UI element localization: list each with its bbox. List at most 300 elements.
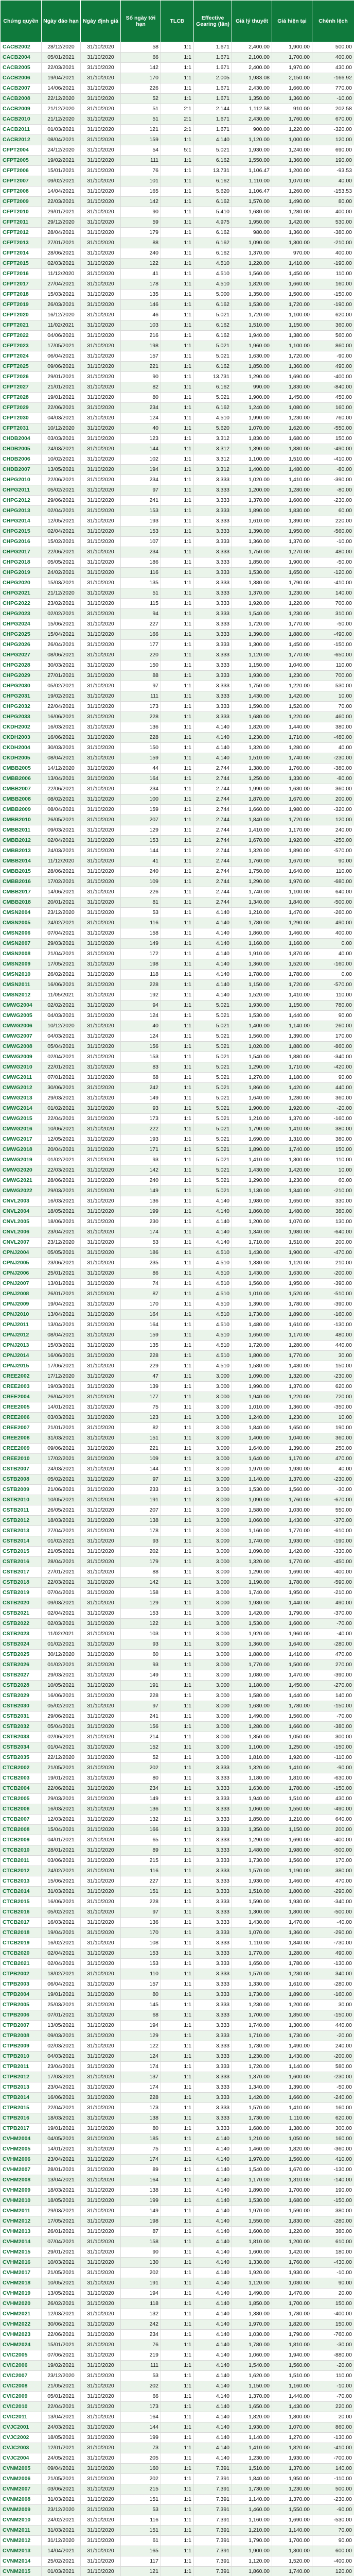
cell-days-to-maturity: 202	[121, 2381, 161, 2392]
cell-maturity-date: 29/03/2021	[42, 1670, 81, 1681]
cell-difference: 110.00	[312, 1155, 354, 1165]
cell-theoretical-price: 1,420.00	[232, 1608, 272, 1619]
cell-warrant-code: CMWG2022	[1, 1186, 42, 1196]
cell-valuation-date: 31/10/2020	[81, 2124, 121, 2134]
cell-maturity-date: 11/02/2021	[42, 320, 81, 331]
cell-theoretical-price: 1,230.00	[232, 733, 272, 743]
cell-maturity-date: 07/04/2021	[42, 2237, 81, 2247]
cell-warrant-code: CMSN2007	[1, 939, 42, 949]
table-row	[1, 2361, 354, 2371]
cell-valuation-date: 31/10/2020	[81, 1289, 121, 1299]
cell-warrant-code: CVIC2010	[1, 2402, 42, 2412]
table-row	[1, 485, 354, 496]
table-row	[1, 2330, 354, 2340]
cell-effective-gearing: 3.333	[194, 619, 232, 630]
cell-current-price: 1,200.00	[272, 166, 312, 176]
cell-effective-gearing: 3.333	[194, 496, 232, 506]
cell-effective-gearing: 4.140	[194, 2247, 232, 2258]
cell-difference: -610.00	[312, 1526, 354, 1536]
cell-maturity-date: 21/04/2021	[42, 949, 81, 959]
cell-effective-gearing: 3.000	[194, 1711, 232, 1722]
cell-theoretical-price: 1,630.00	[232, 351, 272, 362]
cell-difference: -70.00	[312, 2392, 354, 2402]
cell-current-price: 1,230.00	[272, 588, 312, 599]
table-row	[1, 1691, 354, 1701]
cell-difference: 470.00	[312, 1650, 354, 1660]
cell-difference: -700.00	[312, 2453, 354, 2464]
cell-warrant-code: CSTB2007	[1, 1464, 42, 1475]
cell-days-to-maturity: 94	[121, 609, 161, 619]
cell-valuation-date: 31/10/2020	[81, 1145, 121, 1155]
cell-difference: -550.00	[312, 423, 354, 434]
cell-valuation-date: 31/10/2020	[81, 2021, 121, 2031]
cell-maturity-date: 04/01/2021	[42, 1835, 81, 1845]
cell-conversion-ratio: 1:1	[161, 454, 194, 465]
cell-current-price: 1,950.00	[272, 527, 312, 537]
cell-effective-gearing: 1.671	[194, 63, 232, 73]
cell-maturity-date: 25/01/2021	[42, 1268, 81, 1279]
cell-current-price: 1,690.00	[272, 1567, 312, 1578]
cell-days-to-maturity: 151	[121, 1433, 161, 1444]
table-row	[1, 2165, 354, 2175]
cell-maturity-date: 23/04/2021	[42, 2082, 81, 2093]
table-row	[1, 805, 354, 815]
cell-conversion-ratio: 1:1	[161, 2278, 194, 2289]
cell-effective-gearing: 3.333	[194, 2010, 232, 2021]
cell-difference: -470.00	[312, 1248, 354, 1258]
cell-conversion-ratio: 1:1	[161, 2206, 194, 2216]
cell-valuation-date: 31/10/2020	[81, 2402, 121, 2412]
cell-conversion-ratio: 1:1	[161, 53, 194, 63]
table-row	[1, 279, 354, 290]
cell-valuation-date: 31/10/2020	[81, 557, 121, 568]
cell-days-to-maturity: 193	[121, 1134, 161, 1145]
cell-effective-gearing: 6.162	[194, 403, 232, 413]
cell-days-to-maturity: 109	[121, 1454, 161, 1464]
table-row	[1, 2216, 354, 2227]
cell-current-price: 1,520.00	[272, 959, 312, 970]
cell-conversion-ratio: 1:1	[161, 1567, 194, 1578]
cell-days-to-maturity: 227	[121, 1876, 161, 1887]
cell-maturity-date: 22/06/2021	[42, 403, 81, 413]
cell-maturity-date: 18/06/2021	[42, 1217, 81, 1227]
cell-effective-gearing: 4.140	[194, 2381, 232, 2392]
cell-conversion-ratio: 1:1	[161, 2216, 194, 2227]
table-row	[1, 310, 354, 320]
table-row	[1, 1526, 354, 1536]
table-row	[1, 1423, 354, 1433]
cell-theoretical-price: 1,930.00	[232, 671, 272, 681]
cell-conversion-ratio: 1:1	[161, 1897, 194, 1907]
cell-maturity-date: 21/12/2020	[42, 104, 81, 114]
cell-conversion-ratio: 1:1	[161, 1578, 194, 1588]
cell-effective-gearing: 4.140	[194, 2350, 232, 2361]
table-row	[1, 1227, 354, 1238]
cell-maturity-date: 14/06/2021	[42, 83, 81, 94]
cell-valuation-date: 31/10/2020	[81, 2134, 121, 2144]
cell-conversion-ratio: 1:1	[161, 2062, 194, 2072]
cell-valuation-date: 31/10/2020	[81, 2361, 121, 2371]
cell-conversion-ratio: 1:1	[161, 2196, 194, 2206]
cell-conversion-ratio: 1:1	[161, 928, 194, 939]
cell-days-to-maturity: 222	[121, 1124, 161, 1134]
cell-difference: 170.00	[312, 1031, 354, 1042]
cell-valuation-date: 31/10/2020	[81, 1763, 121, 1773]
table-row	[1, 1557, 354, 1567]
table-row	[1, 2185, 354, 2196]
cell-difference: -230.00	[312, 496, 354, 506]
cell-effective-gearing: 5.021	[194, 1104, 232, 1114]
cell-valuation-date: 31/10/2020	[81, 1238, 121, 1248]
cell-current-price: 1,930.00	[272, 1536, 312, 1547]
cell-conversion-ratio: 1:1	[161, 980, 194, 990]
cell-theoretical-price: 1,120.00	[232, 2556, 272, 2567]
cell-theoretical-price: 1,940.00	[232, 1794, 272, 1804]
table-row	[1, 372, 354, 382]
cell-warrant-code: CTPB2005	[1, 2000, 42, 2010]
cell-warrant-code: CTCB2017	[1, 1918, 42, 1928]
table-row	[1, 362, 354, 372]
cell-maturity-date: 13/05/2021	[42, 2289, 81, 2299]
cell-theoretical-price: 1,400.00	[232, 465, 272, 475]
cell-effective-gearing: 4.140	[194, 2443, 232, 2453]
cell-conversion-ratio: 1:1	[161, 1670, 194, 1681]
cell-conversion-ratio: 2:1	[161, 114, 194, 125]
cell-conversion-ratio: 1:1	[161, 702, 194, 712]
cell-maturity-date: 19/02/2021	[42, 2361, 81, 2371]
cell-warrant-code: CMSN2008	[1, 949, 42, 959]
cell-theoretical-price: 1,020.00	[232, 1042, 272, 1052]
cell-warrant-code: CHDB2005	[1, 444, 42, 454]
cell-maturity-date: 26/01/2021	[42, 1289, 81, 1299]
cell-difference: 670.00	[312, 114, 354, 125]
cell-maturity-date: 09/03/2021	[42, 2031, 81, 2041]
cell-effective-gearing: 4.140	[194, 2330, 232, 2340]
cell-theoretical-price: 1,650.00	[232, 2402, 272, 2412]
cell-conversion-ratio: 1:1	[161, 1753, 194, 1763]
cell-effective-gearing: 5.021	[194, 145, 232, 156]
cell-maturity-date: 19/03/2021	[42, 1382, 81, 1392]
table-row	[1, 867, 354, 877]
cell-theoretical-price: 1,730.00	[232, 2113, 272, 2124]
table-row	[1, 753, 354, 764]
cell-theoretical-price: 1,280.00	[232, 1722, 272, 1732]
cell-theoretical-price: 1,680.00	[232, 2124, 272, 2134]
cell-theoretical-price: 1,740.00	[232, 1588, 272, 1598]
cell-valuation-date: 31/10/2020	[81, 1134, 121, 1145]
cell-effective-gearing: 3.000	[194, 1454, 232, 1464]
table-row	[1, 2505, 354, 2515]
cell-valuation-date: 31/10/2020	[81, 145, 121, 156]
table-row	[1, 990, 354, 1001]
cell-theoretical-price: 1,480.00	[232, 1320, 272, 1330]
cell-current-price: 1,900.00	[272, 1248, 312, 1258]
cell-warrant-code: CHPG2027	[1, 650, 42, 660]
table-row	[1, 2392, 354, 2402]
cell-maturity-date: 31/12/2020	[42, 2536, 81, 2546]
cell-difference: 430.00	[312, 63, 354, 73]
cell-theoretical-price: 1,090.00	[232, 1371, 272, 1382]
cell-maturity-date: 11/12/2020	[42, 269, 81, 279]
cell-maturity-date: 25/02/2021	[42, 2556, 81, 2567]
cell-effective-gearing: 3.333	[194, 1794, 232, 1804]
cell-valuation-date: 31/10/2020	[81, 187, 121, 197]
cell-valuation-date: 31/10/2020	[81, 506, 121, 516]
cell-warrant-code: CHPG2022	[1, 599, 42, 609]
cell-days-to-maturity: 160	[121, 2464, 161, 2474]
table-row	[1, 475, 354, 485]
cell-conversion-ratio: 1:1	[161, 1258, 194, 1268]
cell-warrant-code: CVNM2013	[1, 2546, 42, 2556]
cell-valuation-date: 31/10/2020	[81, 959, 121, 970]
table-row	[1, 1248, 354, 1258]
cell-maturity-date: 26/02/2021	[42, 970, 81, 980]
cell-difference: -150.00	[312, 1701, 354, 1711]
cell-current-price: 1,220.00	[272, 125, 312, 135]
cell-difference: -320.00	[312, 805, 354, 815]
cell-valuation-date: 31/10/2020	[81, 681, 121, 691]
cell-current-price: 1,230.00	[272, 1176, 312, 1186]
cell-theoretical-price: 1,530.00	[232, 1619, 272, 1629]
cell-effective-gearing: 4.140	[194, 2155, 232, 2165]
cell-days-to-maturity: 100	[121, 794, 161, 805]
cell-current-price: 1,830.00	[272, 382, 312, 393]
cell-difference: -630.00	[312, 1773, 354, 1784]
cell-warrant-code: CACB2002	[1, 42, 42, 53]
cell-warrant-code: CSTB2014	[1, 1536, 42, 1547]
cell-theoretical-price: 1,870.00	[232, 794, 272, 805]
cell-theoretical-price: 1,640.00	[232, 1454, 272, 1464]
cell-theoretical-price: 1,900.00	[232, 393, 272, 403]
cell-conversion-ratio: 1:1	[161, 1114, 194, 1124]
cell-effective-gearing: 3.000	[194, 1485, 232, 1495]
table-row	[1, 1371, 354, 1382]
cell-current-price: 1,650.00	[272, 1423, 312, 1433]
cell-maturity-date: 19/04/2021	[42, 73, 81, 83]
cell-difference: -90.00	[312, 2505, 354, 2515]
cell-theoretical-price: 1,680.00	[232, 712, 272, 722]
cell-difference: 110.00	[312, 2371, 354, 2381]
cell-difference: -380.00	[312, 1722, 354, 1732]
table-row	[1, 2464, 354, 2474]
table-row	[1, 63, 354, 73]
cell-difference: -530.00	[312, 2515, 354, 2526]
cell-valuation-date: 31/10/2020	[81, 1670, 121, 1681]
cell-warrant-code: CFPT2012	[1, 228, 42, 238]
cell-theoretical-price: 1,370.00	[232, 496, 272, 506]
cell-difference: -40.00	[312, 1629, 354, 1639]
cell-effective-gearing: 7.391	[194, 2546, 232, 2556]
cell-warrant-code: CVJC2003	[1, 2443, 42, 2453]
cell-theoretical-price: 990.00	[232, 382, 272, 393]
cell-days-to-maturity: 53	[121, 2371, 161, 2381]
cell-effective-gearing: 3.000	[194, 1629, 232, 1639]
cell-maturity-date: 02/06/2021	[42, 1732, 81, 1742]
cell-current-price: 1,880.00	[272, 1042, 312, 1052]
cell-maturity-date: 26/02/2021	[42, 2299, 81, 2309]
cell-warrant-code: CTCB2009	[1, 1835, 42, 1845]
cell-maturity-date: 10/05/2021	[42, 2278, 81, 2289]
cell-days-to-maturity: 83	[121, 1062, 161, 1073]
cell-valuation-date: 31/10/2020	[81, 2165, 121, 2175]
cell-valuation-date: 31/10/2020	[81, 887, 121, 897]
table-row	[1, 1876, 354, 1887]
table-row	[1, 2556, 354, 2567]
cell-days-to-maturity: 149	[121, 939, 161, 949]
cell-current-price: 1,960.00	[272, 1629, 312, 1639]
cell-valuation-date: 31/10/2020	[81, 1392, 121, 1402]
cell-difference: -450.00	[312, 1557, 354, 1567]
cell-current-price: 1,360.00	[272, 228, 312, 238]
cell-warrant-code: CHPG2024	[1, 619, 42, 630]
cell-current-price: 1,820.00	[272, 2319, 312, 2330]
cell-warrant-code: CVHM2017	[1, 2268, 42, 2278]
cell-warrant-code: CKDH2004	[1, 743, 42, 753]
cell-current-price: 1,370.00	[272, 1382, 312, 1392]
cell-difference: 690.00	[312, 145, 354, 156]
cell-effective-gearing: 3.333	[194, 578, 232, 588]
table-row	[1, 259, 354, 269]
cell-current-price: 1,080.00	[272, 403, 312, 413]
cell-current-price: 1,370.00	[272, 1114, 312, 1124]
cell-maturity-date: 16/06/2021	[42, 712, 81, 722]
cell-valuation-date: 31/10/2020	[81, 423, 121, 434]
cell-current-price: 1,980.00	[272, 805, 312, 815]
cell-current-price: 1,280.00	[272, 485, 312, 496]
cell-valuation-date: 31/10/2020	[81, 207, 121, 217]
cell-difference: 490.00	[312, 1948, 354, 1959]
cell-valuation-date: 31/10/2020	[81, 1557, 121, 1567]
cell-maturity-date: 22/04/2021	[42, 2103, 81, 2113]
cell-valuation-date: 31/10/2020	[81, 485, 121, 496]
cell-effective-gearing: 2.744	[194, 784, 232, 794]
cell-days-to-maturity: 221	[121, 1444, 161, 1454]
cell-maturity-date: 21/05/2021	[42, 2268, 81, 2278]
cell-maturity-date: 15/03/2021	[42, 578, 81, 588]
cell-effective-gearing: 3.333	[194, 2000, 232, 2010]
cell-effective-gearing: 4.510	[194, 1248, 232, 1258]
cell-warrant-code: CREE2010	[1, 1454, 42, 1464]
cell-theoretical-price: 1,020.00	[232, 475, 272, 485]
cell-current-price: 1,440.00	[272, 1011, 312, 1021]
table-row	[1, 2289, 354, 2299]
cell-theoretical-price: 1,340.00	[232, 2082, 272, 2093]
table-row	[1, 1578, 354, 1588]
cell-conversion-ratio: 2:1	[161, 104, 194, 114]
cell-effective-gearing: 3.333	[194, 1825, 232, 1835]
cell-conversion-ratio: 1:1	[161, 1320, 194, 1330]
cell-maturity-date: 12/05/2021	[42, 1134, 81, 1145]
table-row	[1, 918, 354, 928]
cell-theoretical-price: 1,160.00	[232, 2515, 272, 2526]
cell-theoretical-price: 1,400.00	[232, 1021, 272, 1031]
cell-difference: -490.00	[312, 1804, 354, 1815]
cell-conversion-ratio: 1:1	[161, 1001, 194, 1011]
cell-valuation-date: 31/10/2020	[81, 176, 121, 187]
table-row	[1, 1134, 354, 1145]
cell-effective-gearing: 3.000	[194, 1608, 232, 1619]
cell-theoretical-price: 1,720.00	[232, 2062, 272, 2072]
cell-current-price: 1,510.00	[272, 2371, 312, 2381]
cell-effective-gearing: 3.333	[194, 650, 232, 660]
cell-theoretical-price: 1,670.00	[232, 836, 272, 846]
table-row	[1, 1485, 354, 1495]
cell-warrant-code: CTPB2013	[1, 2082, 42, 2093]
cell-difference: 140.00	[312, 588, 354, 599]
table-row	[1, 454, 354, 465]
cell-warrant-code: CFPT2023	[1, 341, 42, 351]
cell-effective-gearing: 3.000	[194, 1402, 232, 1413]
table-row	[1, 681, 354, 691]
cell-days-to-maturity: 144	[121, 1464, 161, 1475]
cell-difference: 780.00	[312, 1001, 354, 1011]
cell-current-price: 1,930.00	[272, 2268, 312, 2278]
cell-current-price: 1,930.00	[272, 2453, 312, 2464]
cell-warrant-code: CFPT2018	[1, 290, 42, 300]
cell-conversion-ratio: 1:1	[161, 2021, 194, 2031]
cell-conversion-ratio: 1:1	[161, 671, 194, 681]
cell-warrant-code: CREE2002	[1, 1371, 42, 1382]
cell-theoretical-price: 1,030.00	[232, 2330, 272, 2340]
cell-days-to-maturity: 103	[121, 1629, 161, 1639]
table-row	[1, 588, 354, 599]
cell-current-price: 1,700.00	[272, 53, 312, 63]
cell-effective-gearing: 3.000	[194, 1413, 232, 1423]
cell-warrant-code: CVNM2014	[1, 2556, 42, 2567]
cell-maturity-date: 02/03/2021	[42, 259, 81, 269]
cell-valuation-date: 31/10/2020	[81, 2093, 121, 2103]
cell-effective-gearing: 3.333	[194, 1918, 232, 1928]
table-row	[1, 2021, 354, 2031]
cell-maturity-date: 23/06/2021	[42, 1258, 81, 1268]
cell-difference: 110.00	[312, 867, 354, 877]
cell-difference: -130.00	[312, 2165, 354, 2175]
cell-difference: -166.92	[312, 73, 354, 83]
cell-effective-gearing: 2.744	[194, 825, 232, 836]
cell-theoretical-price: 1,300.00	[232, 640, 272, 650]
cell-current-price: 1,230.00	[272, 2484, 312, 2495]
cell-effective-gearing: 4.510	[194, 1299, 232, 1310]
cell-conversion-ratio: 1:1	[161, 1773, 194, 1784]
cell-difference: 860.00	[312, 2422, 354, 2433]
table-row	[1, 269, 354, 279]
cell-days-to-maturity: 44	[121, 764, 161, 774]
cell-warrant-code: CSTB2024	[1, 1639, 42, 1650]
cell-difference: -160.00	[312, 1990, 354, 2000]
cell-difference: 600.00	[312, 2546, 354, 2556]
cell-effective-gearing: 1.671	[194, 83, 232, 94]
cell-effective-gearing: 3.312	[194, 454, 232, 465]
cell-theoretical-price: 1,120.00	[232, 650, 272, 660]
table-row	[1, 1979, 354, 1990]
cell-current-price: 1,500.00	[272, 290, 312, 300]
cell-maturity-date: 07/04/2021	[42, 1588, 81, 1598]
cell-theoretical-price: 1,090.00	[232, 1495, 272, 1505]
cell-difference: 20.00	[312, 2289, 354, 2299]
cell-valuation-date: 31/10/2020	[81, 166, 121, 176]
cell-current-price: 1,740.00	[272, 1145, 312, 1155]
cell-effective-gearing: 3.000	[194, 1578, 232, 1588]
cell-effective-gearing: 6.162	[194, 300, 232, 310]
cell-theoretical-price: 1,300.00	[232, 1907, 272, 1918]
cell-warrant-code: CHPG2018	[1, 557, 42, 568]
table-row	[1, 959, 354, 970]
cell-difference: 200.00	[312, 794, 354, 805]
cell-difference: -290.00	[312, 1928, 354, 1938]
cell-days-to-maturity: 122	[121, 1619, 161, 1629]
cell-theoretical-price: 1,420.00	[232, 2093, 272, 2103]
cell-difference: -490.00	[312, 630, 354, 640]
